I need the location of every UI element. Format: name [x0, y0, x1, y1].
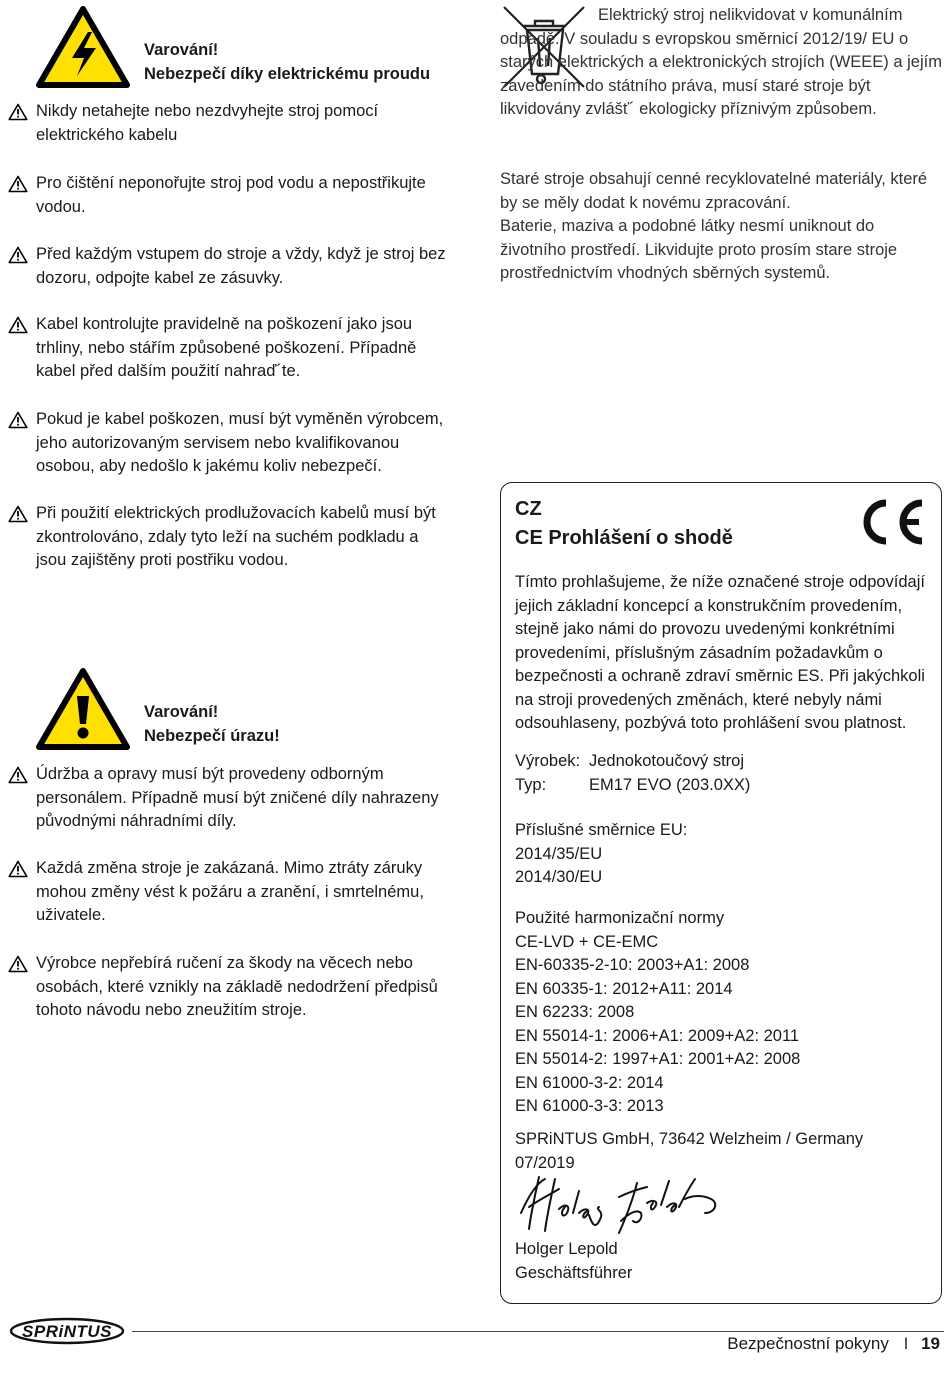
ce-signer — [515, 1238, 632, 1285]
weee-section — [500, 4, 942, 122]
svg-text:SPRiNTUS: SPRiNTUS — [22, 1322, 112, 1341]
norm-item: EN 61000-3-2: 2014 — [515, 1073, 664, 1092]
signer-name: Holger Lepold — [515, 1240, 618, 1258]
ce-company — [515, 1128, 863, 1175]
warning-item — [8, 313, 448, 384]
norm-item: EN 62233: 2008 — [515, 1003, 635, 1021]
directive-item: 2014/30/EU — [515, 868, 603, 886]
norm-item: EN 55014-1: 2006+A1: 2009+A2: 2011 — [515, 1026, 800, 1045]
ce-product-info — [515, 750, 750, 797]
norms-title: Použité harmonizační normy — [515, 909, 725, 927]
electric-shock-warning-icon — [36, 6, 130, 88]
ce-intro: Tímto prohlašujeme, že níže označené stroje odpovídají jejich základní koncepcí a konstrukčním provedením, stejně jako námi do provozu uvedenými konkrétními provedeními, příslušným zásadním požadavkům o bezpečnosti a ochraně zdraví směrnic ES. Při jakýchkoli na stroji provedených změnách, které nebyly námi odsouhlaseny, pozbývá toto prohlášení svou platnost. — [515, 573, 925, 732]
norm-item: EN 61000-3-3: 2013 — [515, 1097, 664, 1115]
warning-triangle-icon — [8, 955, 28, 973]
warning-text: Pokud je kabel poškozen, musí být vyměněn výrobcem, jeho autorizovaným servisem nebo kvalifikovanou osobou, aby nedošlo k jakému koliv nebezpečí. — [36, 410, 444, 475]
weee-paragraph-3: Baterie, maziva a podobné látky nesmí uniknout do životního prostředí. Likvidujte proto prosím stare stroje prostřednictvím vhodných sběrných systemů. — [500, 217, 898, 282]
ce-heading — [515, 495, 733, 553]
page-footer — [727, 1333, 940, 1355]
warning-title-injury: Varování! Nebezpečí úrazu! — [144, 703, 280, 745]
warning-triangle-icon — [8, 505, 28, 523]
sprintus-logo — [8, 1317, 126, 1345]
type-value: EM17 EVO (203.0XX) — [589, 775, 751, 794]
warning-triangle-icon — [8, 411, 28, 429]
weee-paragraph-2: Staré stroje obsahují cenné recyklovatelné materiály, které by se měly dodat k novému zpracování. — [500, 170, 928, 212]
warning-text: Nikdy netahejte nebo nezdvyhejte stroj pomocí elektrického kabelu — [36, 102, 379, 144]
ce-norms — [515, 907, 800, 1119]
directives-title: Příslušné směrnice EU: — [515, 821, 688, 839]
product-label: Výrobek: — [515, 752, 581, 770]
exclamation-warning-icon — [36, 668, 130, 750]
warning-item — [8, 952, 448, 1023]
section-name: Bezpečnostní pokyny — [727, 1334, 889, 1353]
type-label: Typ: — [515, 775, 547, 794]
warning-text: Před každým vstupem do stroje a vždy, když je stroj bez dozoru, odpojte kabel ze zásuvky. — [36, 245, 446, 287]
warning-triangle-icon — [8, 175, 28, 193]
warning-triangle-icon — [8, 766, 28, 784]
footer-rule — [132, 1331, 944, 1332]
ce-mark-icon — [856, 497, 926, 547]
warning-item — [8, 408, 448, 479]
ce-directives — [515, 819, 687, 890]
ce-country: CZ — [515, 498, 542, 520]
norm-item: EN 55014-2: 1997+A1: 2001+A2: 2008 — [515, 1050, 801, 1068]
warning-text: Každá změna stroje je zakázaná. Mimo ztráty záruky mohou změny vést k požáru a zranění, i smrtelnému, uživatele. — [36, 859, 424, 924]
warning-triangle-icon — [8, 246, 28, 264]
warning-item — [8, 502, 448, 573]
company-address: SPRiNTUS GmbH, 73642 Welzheim / Germany — [515, 1130, 864, 1148]
declaration-date: 07/2019 — [515, 1153, 575, 1172]
warning-item — [8, 172, 448, 219]
warning-item — [8, 243, 448, 290]
signer-role: Geschäftsführer — [515, 1263, 633, 1282]
warning-item — [8, 857, 448, 928]
warning-item — [8, 100, 448, 147]
ce-title: CE Prohlášení o shodě — [515, 527, 733, 549]
weee-paragraph: Elektrický stroj nelikvidovat v komunálním odpadě. V souladu s evropskou směrnicí 2012/19/ EU o starých elektrických a elektronických strojích (WEEE) a jejím zavedením do státního práva, musí staré stroje být likvidovány zvlášť´ ekologicky příznivým způsobem. — [500, 6, 942, 118]
warning-text: Výrobce nepřebírá ručení za škody na věcech nebo osobách, které vznikly na základě nedodržení předpisů tohoto návodu nebo zneužitím stroje. — [36, 954, 438, 1019]
directive-item: 2014/35/EU — [515, 844, 603, 863]
warning-triangle-icon — [8, 860, 28, 878]
warning-triangle-icon — [8, 103, 28, 121]
ce-declaration-box — [500, 482, 942, 1304]
product-value: Jednokotoučový stroj — [589, 752, 745, 770]
warning-text: Údržba a opravy musí být provedeny odborným personálem. Případně musí být zničené díly nahrazeny původnými náhradními díly. — [36, 765, 439, 830]
warning-text: Pro čištění neponořujte stroj pod vodu a nepostřikujte vodou. — [36, 174, 426, 216]
warning-text: Kabel kontrolujte pravidelně na poškození jako jsou trhliny, nebo stářím způsobené poškození. Případně kabel před dalším použití nahraď´te. — [36, 315, 417, 380]
footer-separator: I — [903, 1334, 909, 1353]
norm-item: CE-LVD + CE-EMC — [515, 932, 659, 951]
warning-text: Při použití elektrických prodlužovacích kabelů musí být zkontrolováno, zdaly tyto leží na suchém podkladu a jsou zajištěny proti postřiku vodou. — [36, 504, 436, 569]
page-number: 19 — [921, 1334, 940, 1353]
warning-item — [8, 763, 448, 834]
handwritten-signature — [515, 1173, 725, 1237]
norm-item: EN 60335-1: 2012+A11: 2014 — [515, 979, 733, 998]
weee-recycling-text — [500, 168, 942, 286]
warning-title-electric: Varování! Nebezpečí díky elektrickému proudu — [144, 41, 431, 83]
warning-triangle-icon — [8, 316, 28, 334]
norm-item: EN-60335-2-10: 2003+A1: 2008 — [515, 956, 750, 974]
